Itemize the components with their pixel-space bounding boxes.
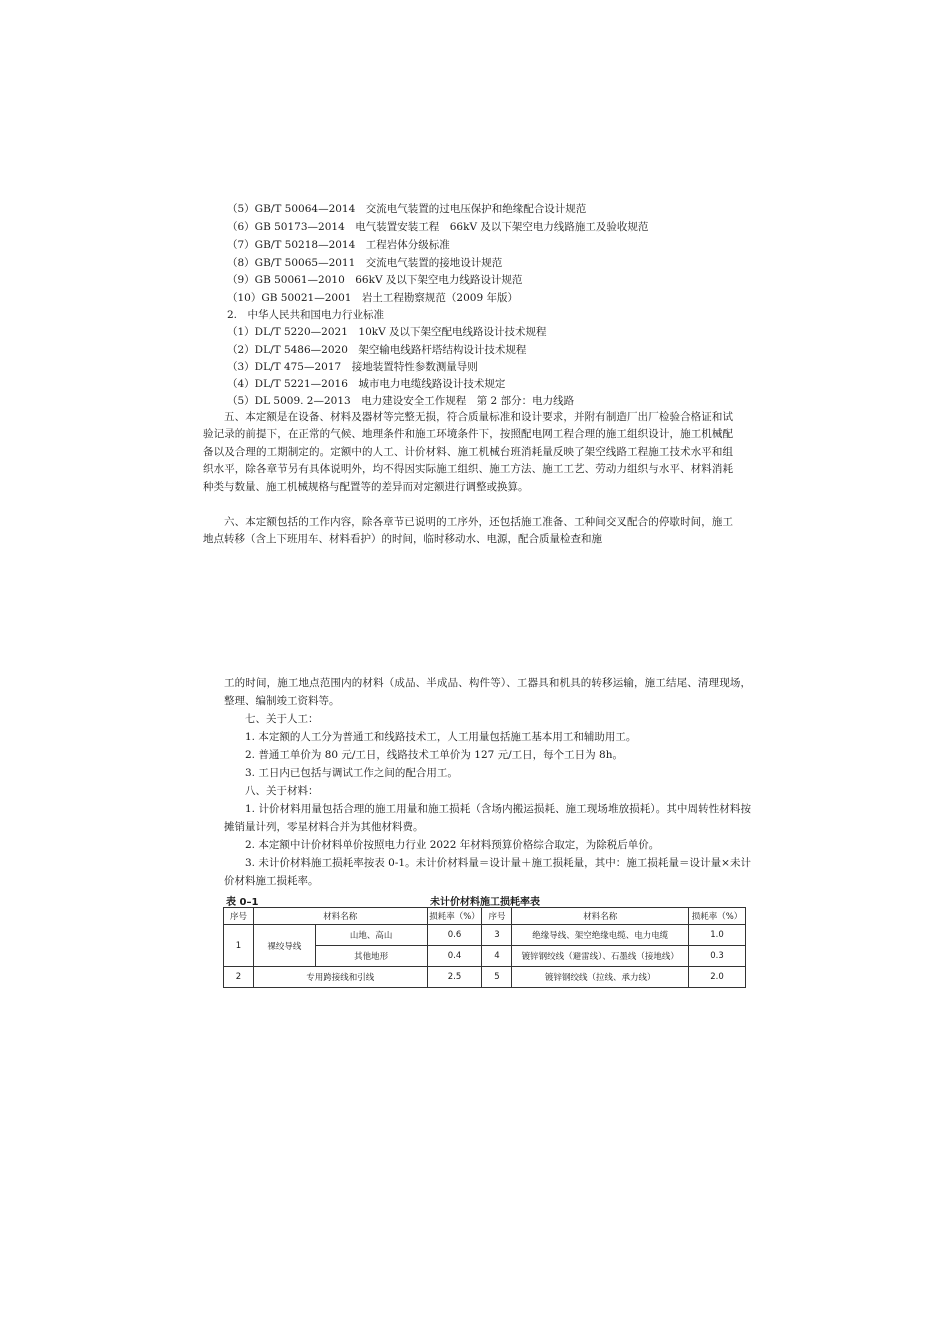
section-heading-labor: 七、关于人工： bbox=[245, 713, 319, 725]
material-item: 1. 计价材料用量包括合理的施工用量和施工损耗（含场内搬运损耗、施工现场堆放损耗）。其中周转性材料按摊销量计列，零星材料合并为其他材料费。 bbox=[224, 803, 751, 833]
table-cell: 裸绞导线 bbox=[253, 925, 315, 967]
table-cell: 绝缘导线、架空绝缘电缆、电力电缆 bbox=[512, 925, 689, 946]
labor-item: 1. 本定额的人工分为普通工和线路技术工，人工用量包括施工基本用工和辅助用工。 bbox=[245, 731, 637, 743]
standard-item: （3）DL/T 475—2017 接地装置特性参数测量导则 bbox=[227, 361, 478, 373]
table-cell: 其他地形 bbox=[315, 946, 427, 967]
table-label: 表 0–1 bbox=[226, 897, 259, 908]
table-cell: 2.0 bbox=[689, 967, 746, 988]
header-cell: 损耗率（%） bbox=[427, 908, 482, 925]
table-cell: 1 bbox=[224, 925, 254, 967]
standard-item: （8）GB/T 50065—2011 交流电气装置的接地设计规范 bbox=[227, 257, 503, 269]
material-item: 3. 未计价材料施工损耗率按表 0-1。未计价材料量＝设计量＋施工损耗量，其中：施工损耗量＝设计量×未计价材料施工损耗率。 bbox=[224, 857, 751, 887]
standard-item: （5）GB/T 50064—2014 交流电气装置的过电压保护和绝缘配合设计规范 bbox=[227, 203, 587, 215]
header-cell: 材料名称 bbox=[253, 908, 427, 925]
table-cell: 0.4 bbox=[427, 946, 482, 967]
standard-item: （2）DL/T 5486—2020 架空输电线路杆塔结构设计技术规程 bbox=[227, 344, 527, 356]
header-cell: 序号 bbox=[482, 908, 512, 925]
standard-item: （7）GB/T 50218—2014 工程岩体分级标准 bbox=[227, 239, 450, 251]
standard-item: （5）DL 5009. 2—2013 电力建设安全工作规程 第 2 部分：电力线路 bbox=[227, 395, 575, 407]
standard-item: （1）DL/T 5220—2021 10kV 及以下架空配电线路设计技术规程 bbox=[227, 326, 547, 338]
standard-item: （9）GB 50061—2010 66kV 及以下架空电力线路设计规范 bbox=[227, 274, 523, 286]
table-cell: 镀锌钢绞线（拉线、承力线） bbox=[512, 967, 689, 988]
table-cell: 山地、高山 bbox=[315, 925, 427, 946]
paragraph-six: 六、本定额包括的工作内容，除各章节已说明的工序外，还包括施工准备、工种间交叉配合的停歇时间，施工地点转移（含上下班用车、材料看护）的时间，临时移动水、电源，配合质量检查和施 bbox=[203, 516, 733, 546]
table-cell: 2 bbox=[224, 967, 254, 988]
header-cell: 材料名称 bbox=[512, 908, 689, 925]
table-cell: 专用跨接线和引线 bbox=[253, 967, 427, 988]
standard-item: （4）DL/T 5221—2016 城市电力电缆线路设计技术规定 bbox=[227, 378, 506, 390]
table-cell: 0.6 bbox=[427, 925, 482, 946]
labor-item: 3. 工日内已包括与调试工作之间的配合用工。 bbox=[245, 767, 458, 779]
table-cell: 1.0 bbox=[689, 925, 746, 946]
paragraph-five: 五、本定额是在设备、材料及器材等完整无损，符合质量标准和设计要求，并附有制造厂出厂检验合格证和试验记录的前提下，在正常的气候、地理条件和施工环境条件下，按照配电网工程合理的施工组织设计，施工机械配备以及合理的工期制定的。定额中的人工、计价材料、施工机械台班消耗量反映了架空线路工程施工技术水平和组织水平，除各章节另有具体说明外，均不得因实际施工组织、施工方法、施工工艺、劳动力组织与水平、材料消耗种类与数量、施工机械规格与配置等的差异而对定额进行调整或换算。 bbox=[203, 411, 733, 493]
table-row bbox=[224, 925, 746, 946]
table-cell: 5 bbox=[482, 967, 512, 988]
loss-rate-table bbox=[223, 907, 746, 988]
section-heading-material: 八、关于材料： bbox=[245, 785, 319, 797]
table-row bbox=[224, 967, 746, 988]
standard-item: （6）GB 50173—2014 电气装置安装工程 66kV 及以下架空电力线路施工及验收规范 bbox=[227, 221, 649, 233]
table-title: 未计价材料施工损耗率表 bbox=[430, 897, 540, 908]
table-cell: 0.3 bbox=[689, 946, 746, 967]
table-cell: 镀锌钢绞线（避雷线）、石墨线（接地线） bbox=[512, 946, 689, 967]
table-cell: 3 bbox=[482, 925, 512, 946]
header-cell: 序号 bbox=[224, 908, 254, 925]
header-cell: 损耗率（%） bbox=[689, 908, 746, 925]
material-item: 2. 本定额中计价材料单价按照电力行业 2022 年材料预算价格综合取定，为除税后单价。 bbox=[245, 839, 660, 851]
standard-item: （10）GB 50021—2001 岩土工程勘察规范（2009 年版） bbox=[227, 292, 518, 304]
labor-item: 2. 普通工单价为 80 元/工日，线路技术工单价为 127 元/工日，每个工日为 8h。 bbox=[245, 749, 623, 761]
table-header-row bbox=[224, 908, 746, 925]
paragraph-continuation: 工的时间，施工地点范围内的材料（成品、半成品、构件等）、工器具和机具的转移运输，施工结尾、清理现场，整理、编制竣工资料等。 bbox=[224, 677, 751, 707]
table-cell: 4 bbox=[482, 946, 512, 967]
table-cell: 2.5 bbox=[427, 967, 482, 988]
section-heading: 2. 中华人民共和国电力行业标准 bbox=[227, 309, 385, 321]
